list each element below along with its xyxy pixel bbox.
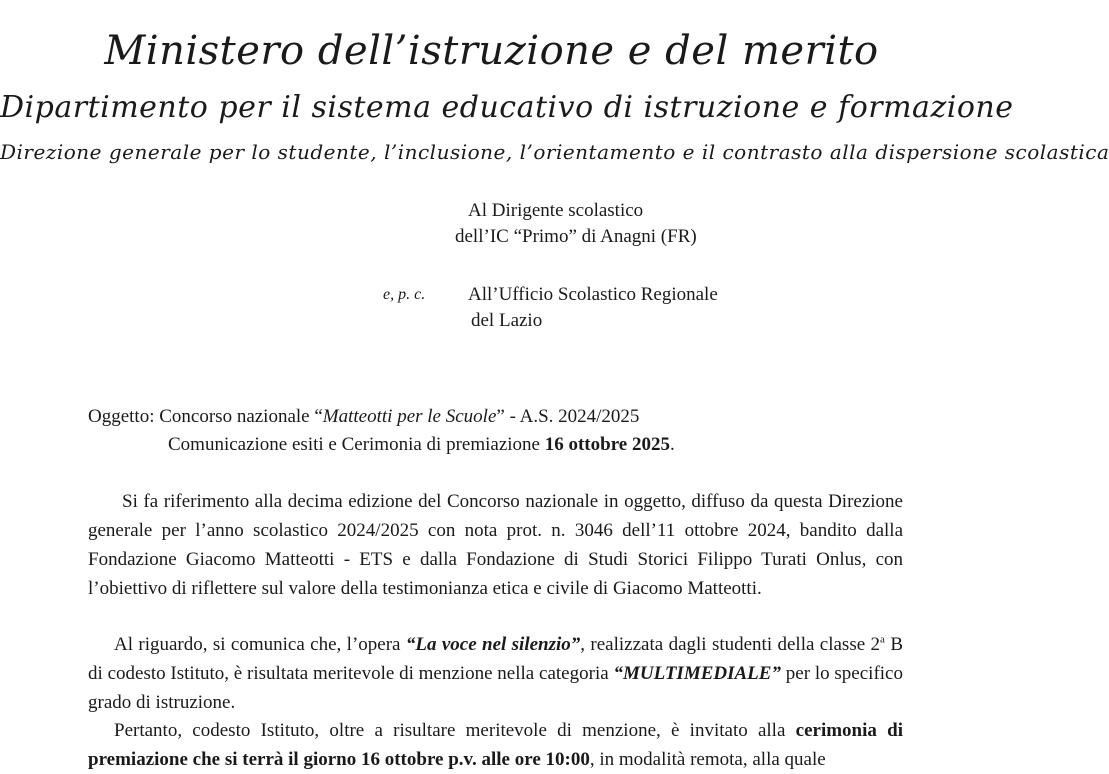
subject-year: ” - A.S. 2024/2025 [496, 406, 640, 427]
recipient-line-2: dell’IC “Primo” di Anagni (FR) [455, 226, 697, 247]
category-name: “MULTIMEDIALE” [613, 663, 781, 684]
subject-line-1 [88, 404, 639, 430]
subject-label: Oggetto: Concorso nazionale “ [88, 406, 323, 427]
p3-text-a: Pertanto, codesto Istituto, oltre a risultare meritevole di menzione, è invitato alla [114, 720, 796, 741]
p2-text-a: Al riguardo, si comunica che, l’opera [114, 634, 406, 655]
p2-text-c: B di codesto Istituto, è risultata meritevole di menzione nella categoria [88, 634, 903, 684]
recipient-line-1: Al Dirigente scolastico [468, 200, 644, 221]
p2-text-d: per lo specifico grado di istruzione. [88, 663, 903, 713]
paragraph-3 [88, 716, 903, 774]
epc-label: e, p. c. [383, 286, 426, 303]
subject-line-2 [168, 432, 675, 458]
department-title: Dipartimento per il sistema educativo di istruzione e formazione [0, 90, 1014, 125]
recipient-line-4: del Lazio [471, 310, 543, 331]
subject-line-2-text: Comunicazione esiti e Cerimonia di premiazione [168, 434, 545, 455]
subject-line-2-end: . [669, 434, 675, 455]
p2-text-b: , realizzata dagli studenti della classe 2 [580, 634, 881, 655]
work-title: “La voce nel silenzio” [405, 634, 581, 655]
class-superscript: a [880, 633, 885, 646]
p3-text-b: , in modalità remota, alla quale [589, 749, 826, 770]
ceremony-date: 16 ottobre 2025 [544, 434, 670, 455]
paragraph-2 [88, 630, 903, 717]
contest-title: Matteotti per le Scuole [322, 406, 497, 427]
paragraph-1: Si fa riferimento alla decima edizione del Concorso nazionale in oggetto, diffuso da questa Direzione generale per l’anno scolastico 2024/2025 con nota prot. n. 3046 dell’11 ottobre 2024, bandito dalla Fondazione Giacomo Matteotti - ETS e dalla Fondazione di Studi Storici Filippo Turati Onlus, con l’obiettivo di riflettere sul valore della testimonianza etica e civile di Giacomo Matteotti. [88, 491, 903, 599]
recipient-line-3: All’Ufficio Scolastico Regionale [468, 284, 718, 305]
ministry-title: Ministero dell’istruzione e del merito [104, 28, 879, 74]
ceremony-details: cerimonia di premiazione che si terrà il giorno 16 ottobre p.v. alle ore 10:00 [88, 720, 903, 770]
directorate-title: Direzione generale per lo studente, l’inclusione, l’orientamento e il contrasto alla dispersione scolastica [0, 140, 1109, 164]
